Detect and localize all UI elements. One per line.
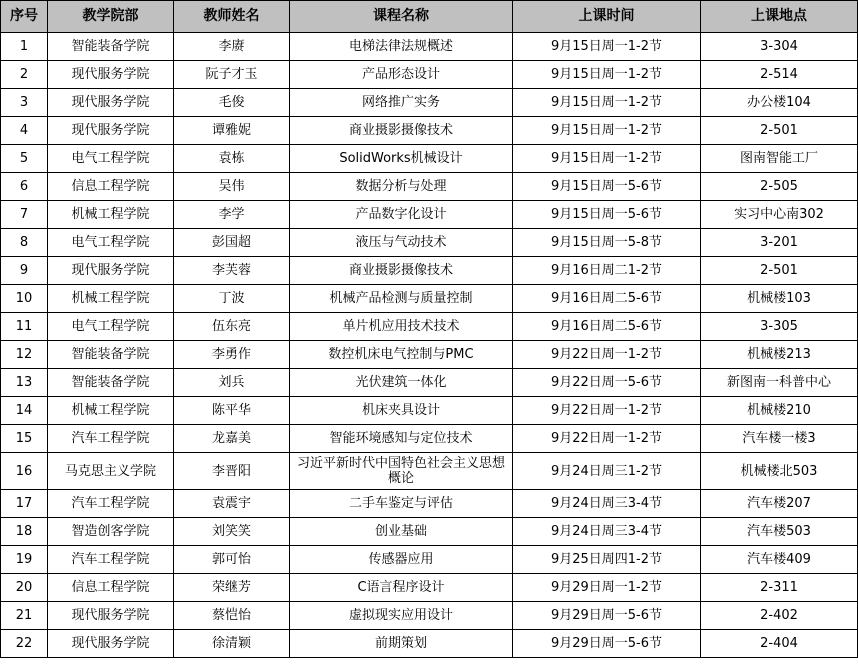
cell-department: 电气工程学院 (48, 145, 174, 173)
cell-index: 22 (1, 630, 48, 658)
cell-index: 21 (1, 602, 48, 630)
cell-location: 2-402 (701, 602, 858, 630)
cell-course: 创业基础 (290, 518, 513, 546)
cell-teacher: 荣继芳 (174, 574, 290, 602)
cell-course: 商业摄影摄像技术 (290, 257, 513, 285)
cell-index: 11 (1, 313, 48, 341)
table-row (1, 574, 858, 602)
cell-index: 10 (1, 285, 48, 313)
table-row (1, 490, 858, 518)
cell-time: 9月29日周一5-6节 (513, 602, 701, 630)
cell-department: 汽车工程学院 (48, 546, 174, 574)
cell-department: 现代服务学院 (48, 89, 174, 117)
cell-time: 9月15日周一1-2节 (513, 61, 701, 89)
cell-time: 9月24日周三1-2节 (513, 453, 701, 490)
cell-course: 传感器应用 (290, 546, 513, 574)
cell-teacher: 李晋阳 (174, 453, 290, 490)
cell-teacher: 刘笑笑 (174, 518, 290, 546)
header-time: 上课时间 (513, 1, 701, 33)
cell-time: 9月15日周一5-6节 (513, 201, 701, 229)
cell-location: 汽车楼503 (701, 518, 858, 546)
table-row (1, 201, 858, 229)
cell-course: 液压与气动技术 (290, 229, 513, 257)
table-row (1, 33, 858, 61)
cell-time: 9月15日周一5-8节 (513, 229, 701, 257)
cell-index: 17 (1, 490, 48, 518)
cell-course: 虚拟现实应用设计 (290, 602, 513, 630)
cell-time: 9月24日周三3-4节 (513, 518, 701, 546)
header-course: 课程名称 (290, 1, 513, 33)
cell-location: 机械楼210 (701, 397, 858, 425)
cell-time: 9月15日周一1-2节 (513, 117, 701, 145)
header-location: 上课地点 (701, 1, 858, 33)
cell-department: 智能装备学院 (48, 369, 174, 397)
cell-index: 16 (1, 453, 48, 490)
cell-teacher: 伍东亮 (174, 313, 290, 341)
header-department: 教学院部 (48, 1, 174, 33)
table-row (1, 453, 858, 490)
cell-department: 机械工程学院 (48, 201, 174, 229)
cell-location: 2-501 (701, 117, 858, 145)
cell-department: 智造创客学院 (48, 518, 174, 546)
cell-department: 现代服务学院 (48, 117, 174, 145)
cell-index: 3 (1, 89, 48, 117)
cell-department: 信息工程学院 (48, 173, 174, 201)
cell-time: 9月16日周二5-6节 (513, 313, 701, 341)
cell-location: 图南智能工厂 (701, 145, 858, 173)
cell-department: 信息工程学院 (48, 574, 174, 602)
cell-time: 9月22日周一5-6节 (513, 369, 701, 397)
cell-department: 汽车工程学院 (48, 425, 174, 453)
cell-teacher: 吴伟 (174, 173, 290, 201)
cell-location: 新图南一科普中心 (701, 369, 858, 397)
cell-location: 2-404 (701, 630, 858, 658)
cell-course: 光伏建筑一体化 (290, 369, 513, 397)
cell-index: 20 (1, 574, 48, 602)
cell-index: 19 (1, 546, 48, 574)
cell-course: 网络推广实务 (290, 89, 513, 117)
cell-course: 机械产品检测与质量控制 (290, 285, 513, 313)
cell-course: 商业摄影摄像技术 (290, 117, 513, 145)
cell-index: 9 (1, 257, 48, 285)
cell-index: 2 (1, 61, 48, 89)
cell-time: 9月25日周四1-2节 (513, 546, 701, 574)
cell-department: 智能装备学院 (48, 341, 174, 369)
cell-course: SolidWorks机械设计 (290, 145, 513, 173)
cell-index: 15 (1, 425, 48, 453)
cell-course: 产品形态设计 (290, 61, 513, 89)
table-row (1, 257, 858, 285)
cell-time: 9月29日周一5-6节 (513, 630, 701, 658)
cell-location: 2-514 (701, 61, 858, 89)
table-row (1, 313, 858, 341)
cell-course: 二手车鉴定与评估 (290, 490, 513, 518)
cell-teacher: 彭国超 (174, 229, 290, 257)
cell-time: 9月15日周一5-6节 (513, 173, 701, 201)
cell-teacher: 陈平华 (174, 397, 290, 425)
table-row (1, 602, 858, 630)
cell-location: 汽车楼一楼3 (701, 425, 858, 453)
table-row (1, 61, 858, 89)
cell-department: 电气工程学院 (48, 229, 174, 257)
cell-department: 现代服务学院 (48, 630, 174, 658)
cell-department: 汽车工程学院 (48, 490, 174, 518)
table-row (1, 145, 858, 173)
header-row (1, 1, 858, 33)
cell-location: 实习中心南302 (701, 201, 858, 229)
cell-index: 1 (1, 33, 48, 61)
cell-location: 机械楼213 (701, 341, 858, 369)
cell-department: 机械工程学院 (48, 285, 174, 313)
table-row (1, 173, 858, 201)
cell-time: 9月29日周一1-2节 (513, 574, 701, 602)
cell-course: 智能环境感知与定位技术 (290, 425, 513, 453)
cell-course: 单片机应用技术技术 (290, 313, 513, 341)
cell-index: 4 (1, 117, 48, 145)
table-row (1, 630, 858, 658)
cell-teacher: 李勇作 (174, 341, 290, 369)
table-row (1, 89, 858, 117)
cell-index: 12 (1, 341, 48, 369)
cell-teacher: 丁波 (174, 285, 290, 313)
cell-teacher: 李学 (174, 201, 290, 229)
cell-course: 产品数字化设计 (290, 201, 513, 229)
table-row (1, 285, 858, 313)
cell-location: 机械楼103 (701, 285, 858, 313)
cell-teacher: 袁震宇 (174, 490, 290, 518)
table-row (1, 229, 858, 257)
cell-teacher: 阮子才玉 (174, 61, 290, 89)
cell-location: 办公楼104 (701, 89, 858, 117)
cell-teacher: 谭雅妮 (174, 117, 290, 145)
cell-index: 7 (1, 201, 48, 229)
cell-teacher: 郭可怡 (174, 546, 290, 574)
cell-time: 9月22日周一1-2节 (513, 341, 701, 369)
table-row (1, 117, 858, 145)
cell-time: 9月15日周一1-2节 (513, 33, 701, 61)
cell-index: 5 (1, 145, 48, 173)
cell-course: C语言程序设计 (290, 574, 513, 602)
cell-teacher: 龙嘉美 (174, 425, 290, 453)
cell-index: 14 (1, 397, 48, 425)
cell-index: 6 (1, 173, 48, 201)
cell-teacher: 毛俊 (174, 89, 290, 117)
header-teacher: 教师姓名 (174, 1, 290, 33)
cell-course: 电梯法律法规概述 (290, 33, 513, 61)
cell-time: 9月15日周一1-2节 (513, 89, 701, 117)
table-row (1, 425, 858, 453)
cell-time: 9月22日周一1-2节 (513, 397, 701, 425)
cell-location: 2-501 (701, 257, 858, 285)
cell-time: 9月16日周二1-2节 (513, 257, 701, 285)
cell-teacher: 蔡恺怡 (174, 602, 290, 630)
cell-index: 13 (1, 369, 48, 397)
cell-location: 汽车楼409 (701, 546, 858, 574)
cell-department: 智能装备学院 (48, 33, 174, 61)
cell-teacher: 袁栋 (174, 145, 290, 173)
cell-time: 9月15日周一1-2节 (513, 145, 701, 173)
cell-location: 2-311 (701, 574, 858, 602)
cell-course: 习近平新时代中国特色社会主义思想概论 (290, 453, 513, 490)
table-row (1, 397, 858, 425)
cell-teacher: 李赓 (174, 33, 290, 61)
cell-teacher: 李芙蓉 (174, 257, 290, 285)
cell-index: 18 (1, 518, 48, 546)
cell-department: 马克思主义学院 (48, 453, 174, 490)
cell-department: 电气工程学院 (48, 313, 174, 341)
cell-location: 机械楼北503 (701, 453, 858, 490)
table-row (1, 341, 858, 369)
cell-course: 数据分析与处理 (290, 173, 513, 201)
cell-time: 9月22日周一1-2节 (513, 425, 701, 453)
cell-location: 3-304 (701, 33, 858, 61)
table-row (1, 518, 858, 546)
cell-location: 3-305 (701, 313, 858, 341)
cell-time: 9月24日周三3-4节 (513, 490, 701, 518)
cell-department: 现代服务学院 (48, 602, 174, 630)
cell-location: 3-201 (701, 229, 858, 257)
cell-course: 机床夹具设计 (290, 397, 513, 425)
cell-index: 8 (1, 229, 48, 257)
cell-teacher: 刘兵 (174, 369, 290, 397)
cell-department: 机械工程学院 (48, 397, 174, 425)
cell-location: 汽车楼207 (701, 490, 858, 518)
cell-course: 前期策划 (290, 630, 513, 658)
cell-location: 2-505 (701, 173, 858, 201)
table-row (1, 546, 858, 574)
table-row (1, 369, 858, 397)
header-index: 序号 (1, 1, 48, 33)
cell-course: 数控机床电气控制与PMC (290, 341, 513, 369)
cell-department: 现代服务学院 (48, 61, 174, 89)
cell-teacher: 徐清颖 (174, 630, 290, 658)
cell-department: 现代服务学院 (48, 257, 174, 285)
cell-time: 9月16日周二5-6节 (513, 285, 701, 313)
